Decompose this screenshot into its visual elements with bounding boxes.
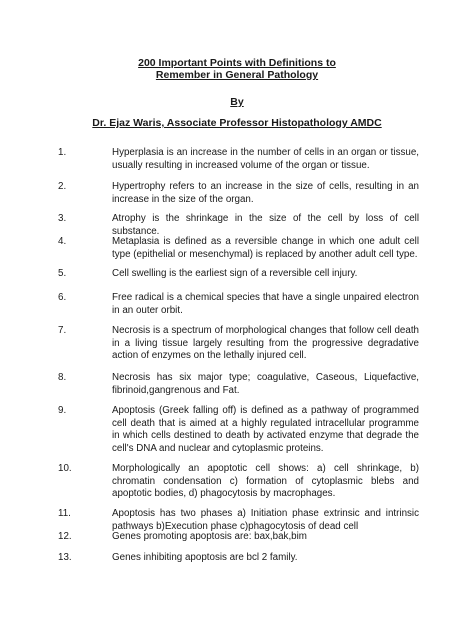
by-label: By bbox=[230, 96, 244, 108]
item-number: 13. bbox=[58, 552, 72, 563]
item-number: 6. bbox=[58, 292, 67, 303]
item-text: Metaplasia is defined as a reversible change in which one adult cell type (epithelial or mesenchymal) is replaced by another adult cell type. bbox=[112, 236, 419, 260]
item-text: Free radical is a chemical species that have a single unpaired electron in an outer orbit. bbox=[112, 292, 419, 316]
item-text: Atrophy is the shrinkage in the size of the cell by loss of cell substance. bbox=[112, 213, 419, 237]
item-number: 7. bbox=[58, 325, 67, 336]
item-text: Morphologically an apoptotic cell shows: a) cell shrinkage, b) chromatin condensation c) formation of cytoplasmic blebs and apoptotic bodies, d) phagocytosis by macrophages. bbox=[112, 463, 419, 499]
item-number: 11. bbox=[58, 508, 71, 519]
author-line: Dr. Ejaz Waris, Associate Professor Histopathology AMDC bbox=[92, 117, 382, 129]
item-text: Hyperplasia is an increase in the number of cells in an organ or tissue, usually resulting in increased volume of the organ or tissue. bbox=[112, 147, 419, 171]
item-text: Genes promoting apoptosis are: bax,bak,bim bbox=[112, 531, 307, 542]
document-title-line1: 200 Important Points with Definitions to bbox=[138, 57, 336, 69]
item-text: Genes inhibiting apoptosis are bcl 2 family. bbox=[112, 552, 298, 563]
item-number: 3. bbox=[58, 213, 67, 224]
item-text: Necrosis has six major type; coagulative, Caseous, Liquefactive, fibrinoid,gangrenous and Fat. bbox=[112, 372, 419, 396]
item-number: 9. bbox=[58, 405, 67, 416]
item-number: 12. bbox=[58, 531, 72, 542]
item-text: Necrosis is a spectrum of morphological changes that follow cell death in a living tissue largely resulting from the progressive degradative action of enzymes on the lethally injured cell. bbox=[112, 325, 419, 361]
item-number: 1. bbox=[58, 147, 67, 158]
document-title-line2: Remember in General Pathology bbox=[155, 69, 319, 81]
item-number: 2. bbox=[58, 181, 67, 192]
item-number: 4. bbox=[58, 236, 67, 247]
item-number: 5. bbox=[58, 268, 67, 279]
item-text: Cell swelling is the earliest sign of a reversible cell injury. bbox=[112, 268, 358, 279]
item-number: 8. bbox=[58, 372, 67, 383]
item-text: Apoptosis (Greek falling off) is defined as a pathway of programmed cell death that is aimed at a highly regulated intracellular programme in which cells destined to death by activated enzyme that degrade the cell's DNA and nuclear and cytoplasmic proteins. bbox=[112, 405, 419, 454]
item-text: Apoptosis has two phases a) Initiation phase extrinsic and intrinsic pathways b)Execution phase c)phagocytosis of dead cell bbox=[112, 508, 419, 532]
item-text: Hypertrophy refers to an increase in the size of cells, resulting in an increase in the size of the organ. bbox=[112, 181, 419, 205]
item-number: 10. bbox=[58, 463, 72, 474]
